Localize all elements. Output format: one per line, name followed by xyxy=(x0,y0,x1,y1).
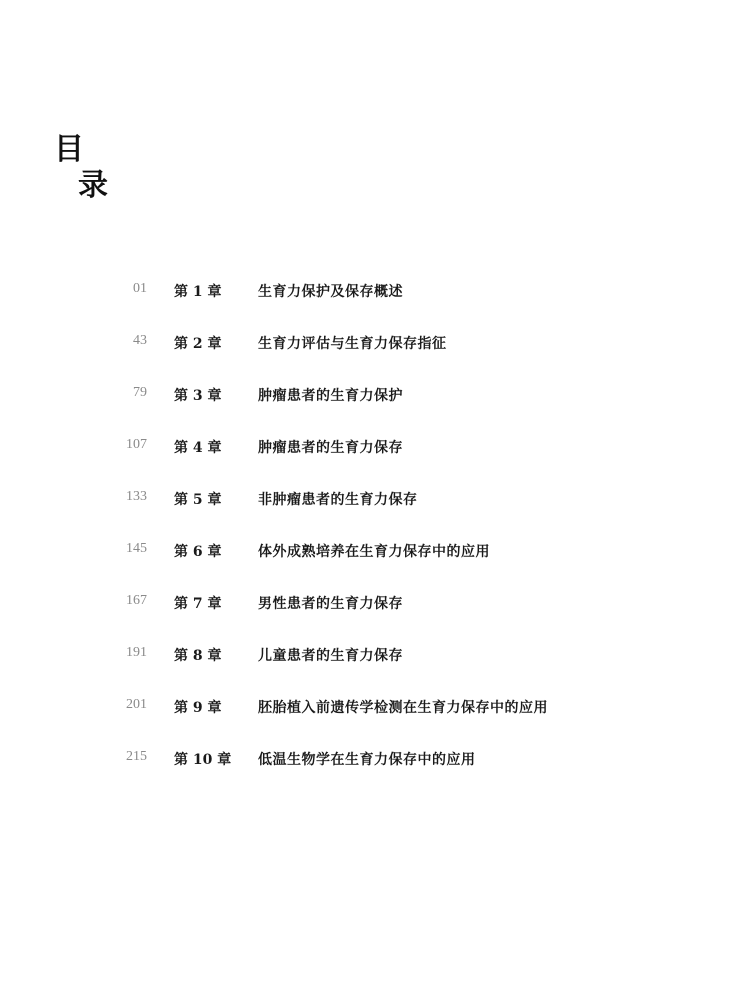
toc-chapter-label: 第 10 章 xyxy=(174,752,232,768)
toc-chapter-title: 非肿瘤患者的生育力保存 xyxy=(258,492,418,508)
toc-heading-char-1: 目 xyxy=(54,132,84,167)
toc-page-number: 201 xyxy=(126,697,147,712)
toc-page-number: 133 xyxy=(126,489,147,504)
toc-page-number: 79 xyxy=(133,385,147,400)
toc-entry[interactable] xyxy=(0,484,730,536)
toc-chapter-label: 第 5 章 xyxy=(174,492,222,508)
toc-entry[interactable] xyxy=(0,536,730,588)
toc-page-number: 215 xyxy=(126,749,147,764)
toc-chapter-label: 第 4 章 xyxy=(174,440,222,456)
toc-chapter-title: 生育力保护及保存概述 xyxy=(258,284,403,300)
toc-chapter-title: 胚胎植入前遗传学检测在生育力保存中的应用 xyxy=(258,700,548,716)
toc-chapter-title: 体外成熟培养在生育力保存中的应用 xyxy=(258,544,490,560)
toc-chapter-label: 第 2 章 xyxy=(174,336,222,352)
toc-entry[interactable] xyxy=(0,640,730,692)
toc-entry[interactable] xyxy=(0,744,730,796)
toc-entry[interactable] xyxy=(0,380,730,432)
toc-chapter-label: 第 8 章 xyxy=(174,648,222,664)
toc-list xyxy=(0,276,730,796)
toc-chapter-title: 生育力评估与生育力保存指征 xyxy=(258,336,447,352)
toc-page-number: 167 xyxy=(126,593,147,608)
toc-chapter-title: 低温生物学在生育力保存中的应用 xyxy=(258,752,476,768)
toc-entry[interactable] xyxy=(0,276,730,328)
toc-entry[interactable] xyxy=(0,328,730,380)
toc-chapter-title: 男性患者的生育力保存 xyxy=(258,596,403,612)
toc-chapter-label: 第 7 章 xyxy=(174,596,222,612)
toc-page-number: 107 xyxy=(126,437,147,452)
toc-chapter-label: 第 6 章 xyxy=(174,544,222,560)
toc-page-number: 43 xyxy=(133,333,147,348)
toc-chapter-label: 第 9 章 xyxy=(174,700,222,716)
toc-chapter-title: 儿童患者的生育力保存 xyxy=(258,648,403,664)
toc-chapter-title: 肿瘤患者的生育力保存 xyxy=(258,440,403,456)
toc-chapter-title: 肿瘤患者的生育力保护 xyxy=(258,388,403,404)
toc-page-number: 145 xyxy=(126,541,147,556)
toc-page-number: 01 xyxy=(133,281,147,296)
toc-entry[interactable] xyxy=(0,588,730,640)
toc-chapter-label: 第 1 章 xyxy=(174,284,222,300)
toc-chapter-label: 第 3 章 xyxy=(174,388,222,404)
toc-page-number: 191 xyxy=(126,645,147,660)
toc-entry[interactable] xyxy=(0,432,730,484)
toc-entry[interactable] xyxy=(0,692,730,744)
toc-heading-char-2: 录 xyxy=(78,168,108,203)
